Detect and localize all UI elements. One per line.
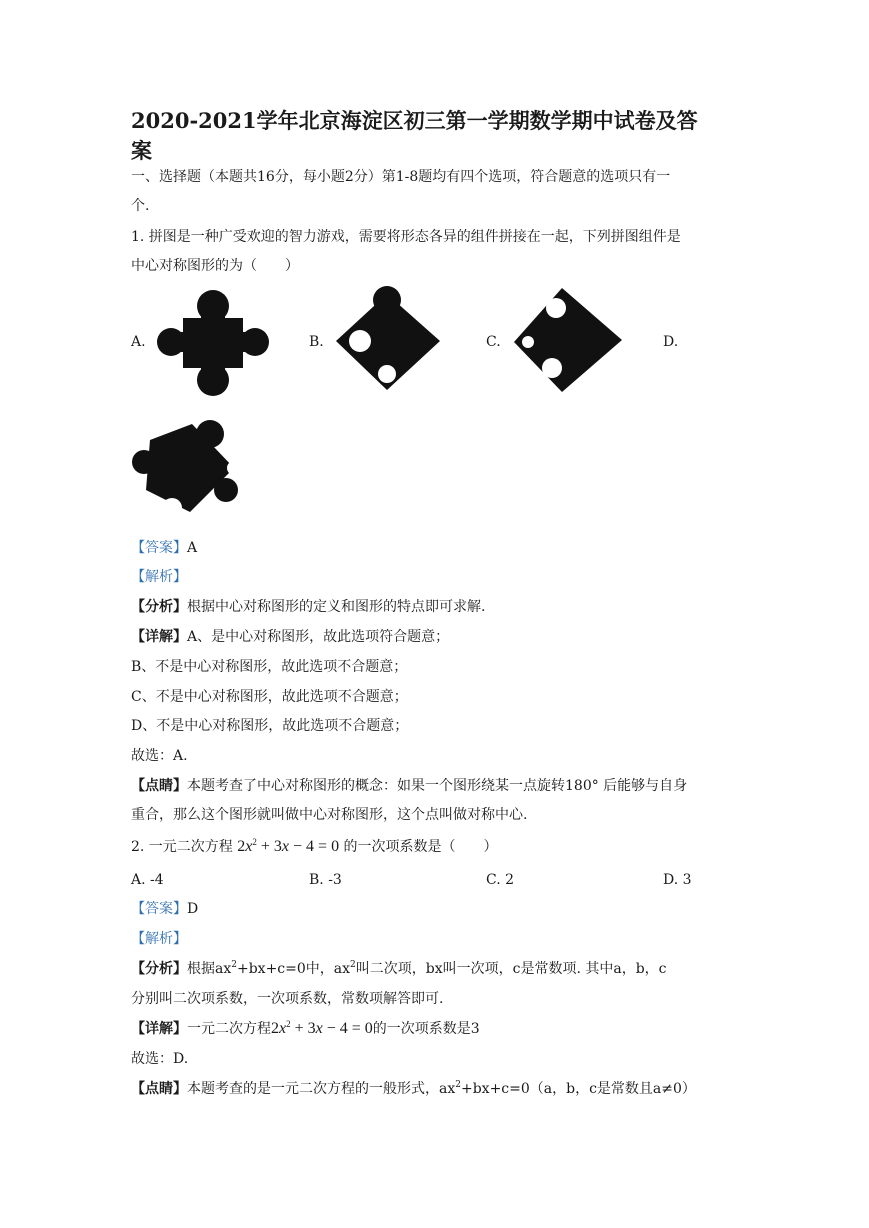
q2-answer-line bbox=[131, 900, 198, 918]
eq-var-2: x bbox=[281, 838, 290, 855]
eq2-coef: 2 bbox=[271, 1020, 279, 1037]
section-header-line2: 个. bbox=[131, 198, 150, 214]
q1-dianjing-line1 bbox=[131, 777, 687, 795]
q2-xiangjie-suffix: 的一次项系数是3 bbox=[372, 1021, 480, 1037]
puzzle-piece-b-figure bbox=[330, 286, 444, 396]
q1-option-c-label: C. bbox=[486, 334, 501, 350]
answer-tag: 【答案】 bbox=[131, 540, 187, 556]
q2-stem-prefix: 2. 一元二次方程 bbox=[131, 839, 233, 855]
q2-dianjing-line bbox=[131, 1080, 696, 1098]
document-title-line2: 案 bbox=[131, 138, 152, 163]
eq2-var-2: x bbox=[315, 1020, 323, 1037]
eq-rest-b: − 4 = 0 bbox=[289, 838, 340, 855]
eq-exp: 2 bbox=[252, 837, 257, 847]
q2-fenxi-c: 叫二次项，bx叫一次项，c是常数项. 其中a，b，c bbox=[355, 961, 667, 977]
eq-coef: 2 bbox=[237, 838, 246, 855]
document-title-line1: 2020-2021学年北京海淀区初三第一学期数学期中试卷及答 bbox=[131, 108, 698, 133]
q2-jiexi-tag: 【解析】 bbox=[131, 931, 187, 947]
q2-equation bbox=[237, 838, 339, 855]
q2-answer-value: D bbox=[187, 901, 199, 917]
q1-line-c: C、不是中心对称图形，故此选项不合题意； bbox=[131, 689, 408, 705]
section-header-line1: 一、选择题（本题共16分，每小题2分）第1-8题均有四个选项，符合题意的选项只有一 bbox=[131, 169, 671, 185]
puzzle-piece-c-figure bbox=[510, 284, 626, 396]
q2-answer-tag: 【答案】 bbox=[131, 901, 187, 917]
q2-stem bbox=[131, 838, 498, 856]
q1-xiangjie-text: A、是中心对称图形，故此选项符合题意； bbox=[187, 629, 450, 645]
xiangjie-tag: 【详解】 bbox=[131, 629, 187, 645]
q1-option-a-label: A. bbox=[131, 334, 146, 350]
puzzle-piece-a-figure bbox=[157, 288, 269, 396]
eq2-rest-a: + 3 bbox=[290, 1020, 316, 1037]
q2-option-b: B. -3 bbox=[309, 872, 342, 888]
q2-fenxi-line1 bbox=[131, 960, 667, 978]
q1-dianjing-line2: 重合，那么这个图形就叫做中心对称图形，这个点叫做对称中心. bbox=[131, 807, 528, 823]
q2-dianjing-a: 本题考查的是一元二次方程的一般形式，ax bbox=[187, 1081, 456, 1097]
q2-fenxi-a: 根据ax bbox=[187, 961, 232, 977]
q2-fenxi-sup1: 2 bbox=[231, 960, 237, 970]
eq-rest-a: + 3 bbox=[256, 838, 282, 855]
q2-option-a: A. -4 bbox=[131, 872, 164, 888]
q1-option-d-label: D. bbox=[663, 334, 679, 350]
q1-line-d: D、不是中心对称图形，故此选项不合题意； bbox=[131, 718, 409, 734]
q2-xiangjie-line bbox=[131, 1020, 480, 1038]
q1-line-b: B、不是中心对称图形，故此选项不合题意； bbox=[131, 659, 408, 675]
q1-choice: 故选：A. bbox=[131, 748, 188, 764]
q2-fenxi-sup2: 2 bbox=[350, 960, 356, 970]
q2-option-c: C. 2 bbox=[486, 872, 515, 888]
dianjing-tag: 【点睛】 bbox=[131, 778, 187, 794]
q1-answer-line bbox=[131, 539, 197, 557]
q2-option-d: D. 3 bbox=[663, 872, 692, 888]
q2-xiangjie-tag: 【详解】 bbox=[131, 1021, 187, 1037]
q2-fenxi-tag: 【分析】 bbox=[131, 961, 187, 977]
q1-jiexi-tag: 【解析】 bbox=[131, 569, 187, 585]
q1-option-b-label: B. bbox=[309, 334, 324, 350]
q1-fenxi-text: 根据中心对称图形的定义和图形的特点即可求解. bbox=[187, 599, 486, 615]
fenxi-tag: 【分析】 bbox=[131, 599, 187, 615]
q1-answer-value: A bbox=[187, 540, 198, 556]
q1-fenxi-line bbox=[131, 598, 485, 616]
puzzle-piece-d-figure bbox=[130, 410, 244, 524]
eq2-var: x bbox=[279, 1020, 287, 1037]
q2-fenxi-line2: 分别叫二次项系数，一次项系数，常数项解答即可. bbox=[131, 991, 444, 1007]
q2-choice: 故选：D. bbox=[131, 1051, 189, 1067]
q2-stem-suffix: 的一次项系数是（ ） bbox=[343, 839, 498, 855]
q2-xiangjie-prefix: 一元二次方程 bbox=[187, 1021, 271, 1037]
eq2-rest-b: − 4 = 0 bbox=[322, 1020, 373, 1037]
q2-fenxi-b: +bx+c=0中，ax bbox=[236, 961, 351, 977]
q2-dianjing-b: +bx+c=0（a，b，c是常数且a≠0） bbox=[460, 1081, 696, 1097]
q1-stem-line1: 1. 拼图是一种广受欢迎的智力游戏，需要将形态各异的组件拼接在一起，下列拼图组件是 bbox=[131, 229, 681, 245]
eq2-exp: 2 bbox=[286, 1019, 291, 1029]
q2-xiangjie-equation bbox=[271, 1020, 373, 1037]
q2-dianjing-sup: 2 bbox=[455, 1080, 461, 1090]
q1-dianjing-text1: 本题考查了中心对称图形的概念：如果一个图形绕某一点旋转180° 后能够与自身 bbox=[187, 778, 688, 794]
q1-stem-line2: 中心对称图形的为（ ） bbox=[131, 258, 299, 274]
q1-xiangjie-line bbox=[131, 628, 449, 646]
q2-dianjing-tag: 【点睛】 bbox=[131, 1081, 187, 1097]
eq-var: x bbox=[245, 838, 253, 855]
